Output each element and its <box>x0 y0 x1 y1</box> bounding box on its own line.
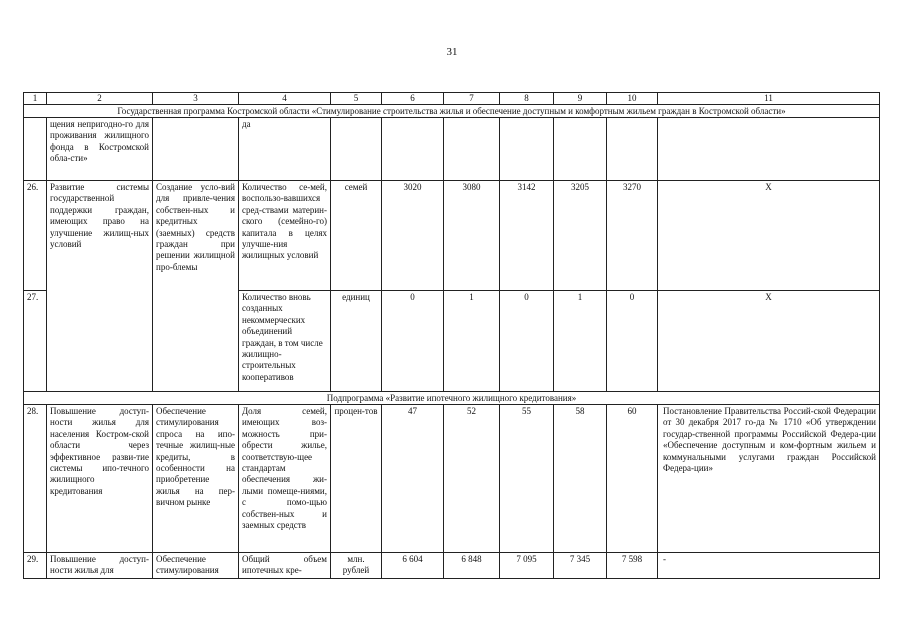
value-cell: 47 <box>382 405 444 553</box>
note-cell: Х <box>658 181 880 291</box>
value-cell <box>500 118 554 181</box>
row-number: 26. <box>24 181 47 291</box>
table-row <box>24 405 880 553</box>
header-cell: 4 <box>239 93 331 105</box>
value-cell: 0 <box>382 291 444 392</box>
value-cell: 55 <box>500 405 554 553</box>
subprogram-title-row <box>24 392 880 405</box>
unit-cell: процен-тов <box>331 405 382 553</box>
task-cell: Создание усло-вий для привле-чения собствен-ных и кредитных (заемных) средств граждан при решении жилищной про-блемы <box>153 181 239 392</box>
indicator-cell: Общий объем ипотечных кре- <box>239 553 331 579</box>
value-cell: 3020 <box>382 181 444 291</box>
value-cell <box>554 118 607 181</box>
value-cell: 7 598 <box>607 553 658 579</box>
value-cell: 1 <box>554 291 607 392</box>
goal-cell: Развитие системы государственной поддержки граждан, имеющих право на улучшение жилищ-ных условий <box>47 181 153 392</box>
unit-cell: семей <box>331 181 382 291</box>
header-cell: 5 <box>331 93 382 105</box>
table-row <box>24 553 880 579</box>
unit-cell <box>331 118 382 181</box>
value-cell: 52 <box>444 405 500 553</box>
header-cell: 3 <box>153 93 239 105</box>
value-cell: 0 <box>607 291 658 392</box>
value-cell: 60 <box>607 405 658 553</box>
goal-cell: Повышение доступ-ности жилья для <box>47 553 153 579</box>
goal-cell: Повышение доступ-ности жилья для населения Костром-ской области через эффективное разви-тие системы ипо-течного жилищного кредитования <box>47 405 153 553</box>
header-cell: 7 <box>444 93 500 105</box>
row-number: 28. <box>24 405 47 553</box>
unit-cell: млн. рублей <box>331 553 382 579</box>
indicators-table <box>23 92 880 579</box>
program-title-row <box>24 105 880 118</box>
value-cell: 0 <box>500 291 554 392</box>
task-cell: Обеспечение стимулирования спроса на ипо-течные жилищ-ные кредиты, в особенности на приобретение жилья на пер-вичном рынке <box>153 405 239 553</box>
value-cell: 58 <box>554 405 607 553</box>
value-cell <box>382 118 444 181</box>
unit-cell: единиц <box>331 291 382 392</box>
value-cell <box>607 118 658 181</box>
goal-cell: щения непригодно-го для проживания жилищного фонда в Костромской обла-сти» <box>47 118 153 181</box>
header-cell: 11 <box>658 93 880 105</box>
value-cell: 3205 <box>554 181 607 291</box>
indicator-cell: Количество се-мей, воспользо-вавшихся сред-ствами материн-ского (семейно-го) капитала в целях улучше-ния жилищных условий <box>239 181 331 291</box>
header-cell: 8 <box>500 93 554 105</box>
row-number: 27. <box>24 291 47 392</box>
value-cell: 3270 <box>607 181 658 291</box>
indicator-cell: Количество вновь созданных некоммерческих объединений граждан, в том числе жилищно-строительных кооперативов <box>239 291 331 392</box>
note-cell: Х <box>658 291 880 392</box>
note-cell <box>658 118 880 181</box>
header-cell: 9 <box>554 93 607 105</box>
header-row <box>24 93 880 105</box>
program-title: Государственная программа Костромской области «Стимулирование строительства жилья и обеспечение доступным и комфортным жильем граждан в Костромской области» <box>24 105 880 118</box>
value-cell <box>444 118 500 181</box>
subprogram-title: Подпрограмма «Развитие ипотечного жилищного кредитования» <box>24 392 880 405</box>
note-cell: Постановление Правительства Россий-ской Федерации от 30 декабря 2017 го-да № 1710 «Об утверждении государ-ственной программы Российской Федера-ции «Обеспечение доступным и ком-фортным жильем и коммунальными услугами граждан Российской Федера-ции» <box>658 405 880 553</box>
value-cell: 3080 <box>444 181 500 291</box>
row-number: 29. <box>24 553 47 579</box>
indicator-cell: да <box>239 118 331 181</box>
note-cell: - <box>658 553 880 579</box>
table-row <box>24 118 880 181</box>
num-cell <box>24 118 47 181</box>
indicator-cell: Доля семей, имеющих воз-можность при-обрести жилье, соответствую-щее стандартам обеспечения жи-лыми помеще-ниями, с помо-щью собствен-ных и заемных средств <box>239 405 331 553</box>
header-cell: 6 <box>382 93 444 105</box>
header-cell: 10 <box>607 93 658 105</box>
value-cell: 7 095 <box>500 553 554 579</box>
page-number: 31 <box>446 46 458 58</box>
value-cell: 6 848 <box>444 553 500 579</box>
value-cell: 1 <box>444 291 500 392</box>
value-cell: 3142 <box>500 181 554 291</box>
task-cell: Обеспечение стимулирования <box>153 553 239 579</box>
header-cell: 1 <box>24 93 47 105</box>
table-row <box>24 181 880 291</box>
value-cell: 6 604 <box>382 553 444 579</box>
header-cell: 2 <box>47 93 153 105</box>
task-cell <box>153 118 239 181</box>
value-cell: 7 345 <box>554 553 607 579</box>
